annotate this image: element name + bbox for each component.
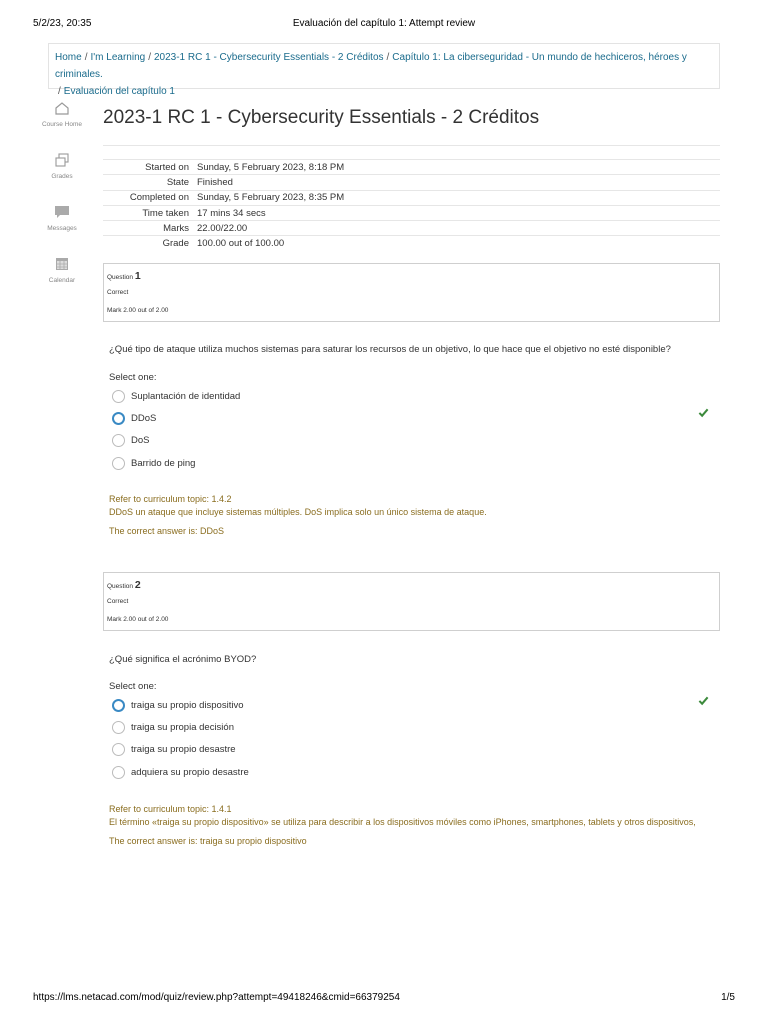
breadcrumb-separator: / xyxy=(84,52,88,63)
answer-option-label: traiga su propio desastre xyxy=(131,743,236,755)
answer-option-selected[interactable] xyxy=(112,410,156,426)
answer-option[interactable] xyxy=(112,741,236,757)
question-status: Correct xyxy=(107,598,129,605)
breadcrumb-im-learning[interactable]: I'm Learning xyxy=(90,52,146,63)
breadcrumb-chapter[interactable]: Capítulo 1: La ciberseguridad - Un mundo de hechiceros, héroes y criminales. xyxy=(55,52,687,80)
question-text: ¿Qué tipo de ataque utiliza muchos sistemas para saturar los recursos de un objetivo, lo que hace que el objetivo no esté disponible? xyxy=(109,344,671,355)
radio-button[interactable] xyxy=(112,721,125,734)
question-number-value: 1 xyxy=(134,270,141,282)
radio-button[interactable] xyxy=(112,434,125,447)
nav-grades[interactable] xyxy=(40,152,84,204)
nav-messages[interactable] xyxy=(40,204,84,256)
breadcrumb-quiz[interactable]: Evaluación del capítulo 1 xyxy=(63,86,175,97)
attempt-summary-table xyxy=(103,159,720,251)
question-mark: Mark 2.00 out of 2.00 xyxy=(107,616,169,623)
breadcrumb xyxy=(48,43,720,97)
summary-row xyxy=(103,175,720,190)
answer-option-label: DoS xyxy=(131,434,150,446)
nav-course-home[interactable] xyxy=(40,100,84,152)
answer-option-label: traiga su propia decisión xyxy=(131,721,234,733)
answer-option[interactable] xyxy=(112,455,195,471)
correct-check-icon xyxy=(698,695,709,706)
correct-answer: The correct answer is: traiga su propio dispositivo xyxy=(109,836,307,846)
select-one-label: Select one: xyxy=(109,681,157,692)
nav-calendar[interactable] xyxy=(40,256,84,308)
print-page-count: 1/5 xyxy=(721,992,735,1003)
breadcrumb-home[interactable]: Home xyxy=(55,52,82,63)
print-url: https://lms.netacad.com/mod/quiz/review.php?attempt=49418246&cmid=66379254 xyxy=(33,992,400,1003)
answer-option[interactable] xyxy=(112,764,249,780)
grades-icon xyxy=(54,152,70,168)
page-title: 2023-1 RC 1 - Cybersecurity Essentials - 2 Créditos xyxy=(103,107,540,128)
correct-answer: The correct answer is: DDoS xyxy=(109,526,225,536)
radio-button[interactable] xyxy=(112,766,125,779)
answer-option-label: adquiera su propio desastre xyxy=(131,766,249,778)
answer-option-label: traiga su propio dispositivo xyxy=(131,699,244,711)
summary-key: State xyxy=(103,175,193,190)
summary-key: Marks xyxy=(103,221,193,236)
select-one-label: Select one: xyxy=(109,372,157,383)
summary-key: Time taken xyxy=(103,205,193,220)
print-title: Evaluación del capítulo 1: Attempt review xyxy=(292,18,476,29)
radio-button[interactable] xyxy=(112,743,125,756)
answer-option-label: Suplantación de identidad xyxy=(131,390,241,402)
answer-option[interactable] xyxy=(112,719,234,735)
nav-calendar-label: Calendar xyxy=(48,277,76,284)
summary-value: Finished xyxy=(193,175,720,190)
feedback-text: DDoS un ataque que incluye sistemas múltiples. DoS implica solo un único sistema de ataque. xyxy=(109,507,487,517)
question-number xyxy=(107,268,716,284)
calendar-icon xyxy=(54,256,70,272)
breadcrumb-separator: / xyxy=(148,52,151,63)
feedback-topic: Refer to curriculum topic: 1.4.1 xyxy=(109,804,232,814)
summary-key: Started on xyxy=(103,160,193,175)
correct-check-icon xyxy=(698,407,709,418)
question-number-value: 2 xyxy=(134,579,141,591)
answer-option-selected[interactable] xyxy=(112,697,243,713)
radio-button[interactable] xyxy=(112,457,125,470)
answer-option-label: DDoS xyxy=(131,412,157,424)
print-date: 5/2/23, 20:35 xyxy=(33,18,92,29)
nav-course-home-label: Course Home xyxy=(41,121,83,128)
nav-messages-label: Messages xyxy=(47,225,77,232)
radio-button-selected[interactable] xyxy=(112,699,125,712)
feedback-topic: Refer to curriculum topic: 1.4.2 xyxy=(109,494,232,504)
radio-button-selected[interactable] xyxy=(112,412,125,425)
answer-option-label: Barrido de ping xyxy=(131,457,196,469)
question-number xyxy=(107,577,716,593)
summary-key: Completed on xyxy=(103,190,193,205)
question-label: Question xyxy=(107,274,134,281)
question-feedback xyxy=(109,803,720,829)
summary-value: Sunday, 5 February 2023, 8:18 PM xyxy=(193,160,720,175)
question-feedback xyxy=(109,493,720,519)
messages-icon xyxy=(54,204,70,220)
question-info-box xyxy=(103,263,720,322)
radio-button[interactable] xyxy=(112,390,125,403)
nav-grades-label: Grades xyxy=(51,173,73,180)
answer-option[interactable] xyxy=(112,432,149,448)
title-divider xyxy=(103,145,720,146)
summary-row xyxy=(103,190,720,205)
summary-row xyxy=(103,236,720,251)
summary-row xyxy=(103,160,720,175)
summary-value: 100.00 out of 100.00 xyxy=(193,236,720,251)
summary-row xyxy=(103,221,720,236)
breadcrumb-course[interactable]: 2023-1 RC 1 - Cybersecurity Essentials - 2 Créditos xyxy=(153,52,384,63)
summary-value: Sunday, 5 February 2023, 8:35 PM xyxy=(193,190,720,205)
summary-row xyxy=(103,205,720,220)
question-info-box xyxy=(103,572,720,631)
question-status: Correct xyxy=(107,289,129,296)
print-header xyxy=(33,18,735,32)
question-text: ¿Qué significa el acrónimo BYOD? xyxy=(109,654,257,665)
summary-key: Grade xyxy=(103,236,193,251)
summary-value: 17 mins 34 secs xyxy=(193,205,720,220)
home-icon xyxy=(54,100,70,116)
breadcrumb-separator: / xyxy=(58,86,61,97)
question-mark: Mark 2.00 out of 2.00 xyxy=(107,307,169,314)
answer-option[interactable] xyxy=(112,388,240,404)
summary-value: 22.00/22.00 xyxy=(193,221,720,236)
breadcrumb-separator: / xyxy=(386,52,390,63)
side-navigation xyxy=(40,100,84,308)
question-label: Question xyxy=(107,583,134,590)
feedback-text: El término «traiga su propio dispositivo» se utiliza para describir a los dispositivos móviles como iPhones, smartphones, tablets y otros dispositivos, xyxy=(109,817,696,827)
print-footer xyxy=(33,992,735,1006)
